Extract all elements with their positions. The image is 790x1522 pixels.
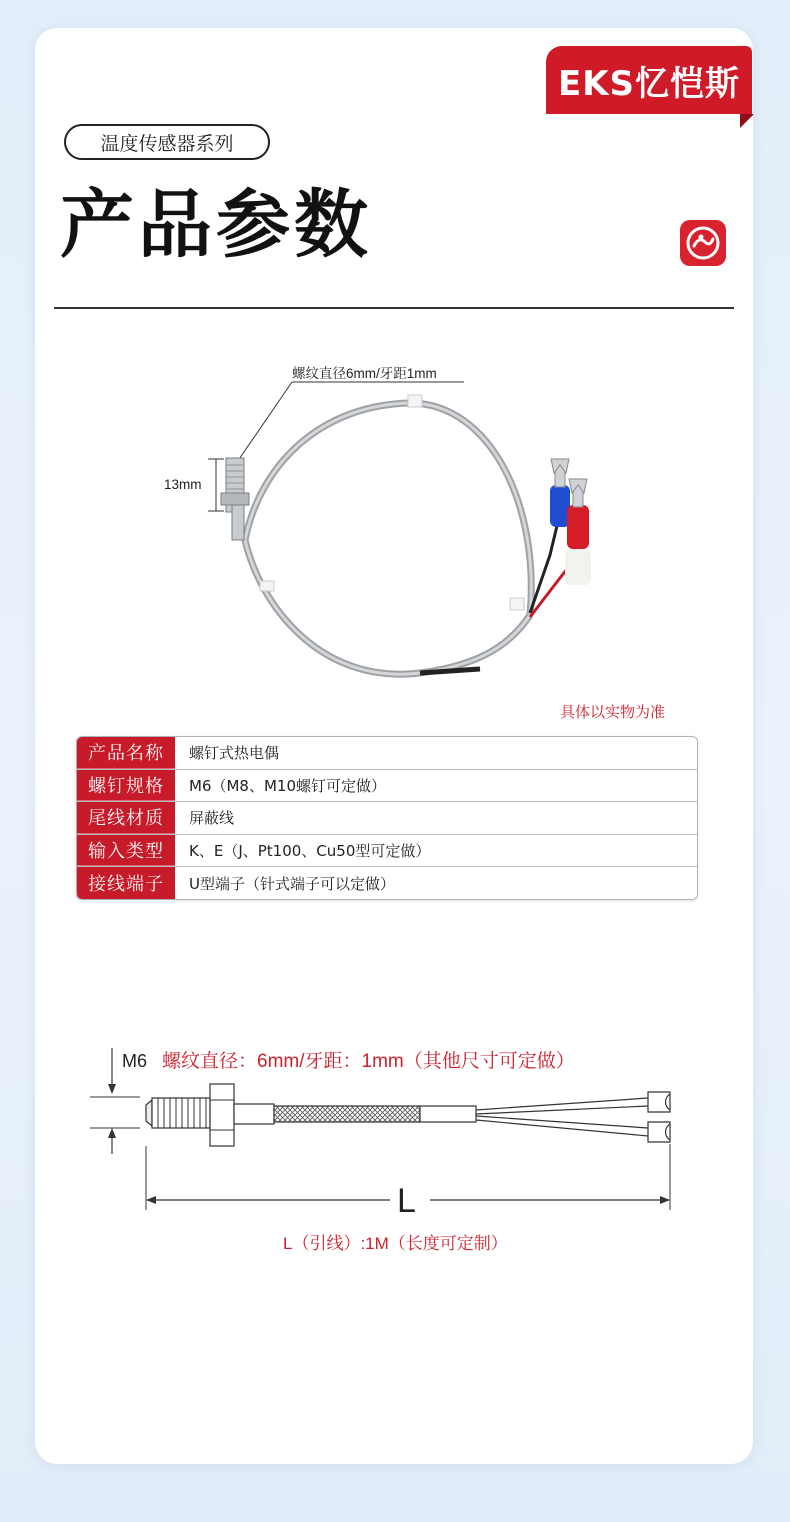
spec-value: K、E（J、Pt100、Cu50型可定做） [175, 835, 697, 867]
brand-logo [546, 46, 752, 114]
spec-value: U型端子（针式端子可以定做） [175, 867, 697, 899]
badge-icon [680, 220, 726, 266]
spec-label: 尾线材质 [77, 802, 175, 834]
thread-spec-text: 螺纹直径：6mm/牙距：1mm（其他尺寸可定做） [162, 1051, 575, 1072]
spec-row-terminal [77, 867, 697, 899]
spec-table [76, 736, 698, 900]
spec-label: 螺钉规格 [77, 770, 175, 802]
spec-row-screw-spec [77, 770, 697, 803]
spec-label: 接线端子 [77, 867, 175, 899]
swirl-icon [680, 220, 726, 266]
thread-annotation: 螺纹直径6mm/牙距1mm [292, 366, 437, 381]
series-label: 温度传感器系列 [100, 132, 234, 155]
length-spec-text: L（引线）:1M（长度可定制） [283, 1234, 508, 1253]
spec-row-input-type [77, 835, 697, 868]
spec-label: 产品名称 [77, 737, 175, 769]
spec-value: 螺钉式热电偶 [175, 737, 697, 769]
spec-row-tail-material [77, 802, 697, 835]
l-label: L [397, 1182, 416, 1220]
product-photo [150, 355, 630, 700]
dimension-diagram [80, 1040, 700, 1260]
spec-value: 屏蔽线 [175, 802, 697, 834]
length-annotation: 13mm [164, 477, 202, 492]
page-title: 产品参数 [60, 182, 372, 268]
spec-label: 输入类型 [77, 835, 175, 867]
spec-value: M6（M8、M10螺钉可定做） [175, 770, 697, 802]
brand-name: EKS忆恺斯 [557, 63, 741, 104]
spec-row-product-name [77, 737, 697, 770]
m6-label: M6 [122, 1051, 148, 1071]
series-tag [64, 124, 270, 160]
header-divider [54, 307, 734, 309]
photo-disclaimer: 具体以实物为准 [560, 703, 666, 721]
